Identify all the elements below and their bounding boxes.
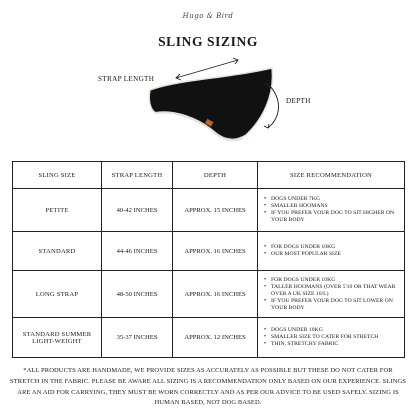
- row-size: PETITE: [13, 189, 102, 232]
- row-strap: 40-42 INCHES: [102, 189, 173, 232]
- row-strap: 48-50 INCHES: [102, 271, 173, 318]
- recommendation-item: • SMALLER HOOMANS: [271, 203, 401, 210]
- row-recommendation: [258, 189, 405, 232]
- recommendation-item: • FOR DOGS UNDER 10KG: [271, 244, 401, 251]
- table-row: [13, 232, 405, 271]
- row-depth: APPROX. 15 INCHES: [173, 189, 258, 232]
- table-row: [13, 271, 405, 318]
- footnote: *ALL PRODUCTS ARE HANDMADE, WE PROVIDE SIZES AS ACCURATELY AS POSSIBLE BUT THESE DO NOT CATER FOR STRETCH IN THE FABRIC. PLEASE BE AWARE ALL SIZING IS A RECOMMENDATION ONLY BASED ON OUR EXPERIENCE. SLINGS ARE AN AID FOR CARRYING, THEY MUST BE WORN CORRECTLY AND AS PER OUR ADVICE TO BE USED SAFELY. SIZING IS HUMAN BASED, NOT DOG BASED.: [10, 367, 407, 407]
- row-recommendation: [258, 271, 405, 318]
- recommendation-item: • THIN, STRETCHY FABRIC: [271, 341, 401, 348]
- sizing-table: [12, 161, 405, 358]
- recommendation-item: • FOR DOGS UNDER 10KG: [271, 277, 401, 284]
- header-size-recommendation: SIZE RECOMMENDATION: [258, 162, 405, 189]
- row-recommendation: [258, 318, 405, 358]
- header-sling-size: SLING SIZE: [13, 162, 102, 189]
- recommendation-item: • OUR MOST POPULAR SIZE: [271, 251, 401, 258]
- table-header-row: [13, 162, 405, 189]
- header-depth: DEPTH: [173, 162, 258, 189]
- recommendation-item: • IF YOU PREFER YOUR DOG TO SIT HIGHER ON YOUR BODY: [271, 210, 401, 224]
- sling-illustration: [0, 0, 416, 160]
- recommendation-item: • IF YOU PREFER YOUR DOG TO SIT LOWER ON YOUR BODY: [271, 298, 401, 312]
- brand-name: Hugo & Bird: [182, 12, 234, 20]
- row-depth: APPROX. 16 INCHES: [173, 232, 258, 271]
- row-size: STANDARD: [13, 232, 102, 271]
- row-depth: APPROX. 16 INCHES: [173, 271, 258, 318]
- row-size: STANDARD SUMMER LIGHT-WEIGHT: [13, 318, 102, 358]
- recommendation-item: • DOGS UNDER 7KG: [271, 196, 401, 203]
- page-title: SLING SIZING: [158, 34, 258, 49]
- row-depth: APPROX. 12 INCHES: [173, 318, 258, 358]
- recommendation-item: • DOGS UNDER 10KG: [271, 327, 401, 334]
- strap-length-label: STRAP LENGTH: [98, 75, 155, 83]
- table-row: [13, 189, 405, 232]
- recommendation-item: • TALLER HOOMANS (OVER 5'10 OR THAT WEAR OVER A UK SIZE 16/L): [271, 284, 401, 298]
- row-strap: 35-37 INCHES: [102, 318, 173, 358]
- row-strap: 44-46 INCHES: [102, 232, 173, 271]
- row-recommendation: [258, 232, 405, 271]
- depth-label: DEPTH: [286, 97, 311, 105]
- recommendation-item: • SMALLER SIZE TO CATER FOR STRETCH: [271, 334, 401, 341]
- row-size: LONG STRAP: [13, 271, 102, 318]
- header-strap-length: STRAP LENGTH: [102, 162, 173, 189]
- table-row: [13, 318, 405, 358]
